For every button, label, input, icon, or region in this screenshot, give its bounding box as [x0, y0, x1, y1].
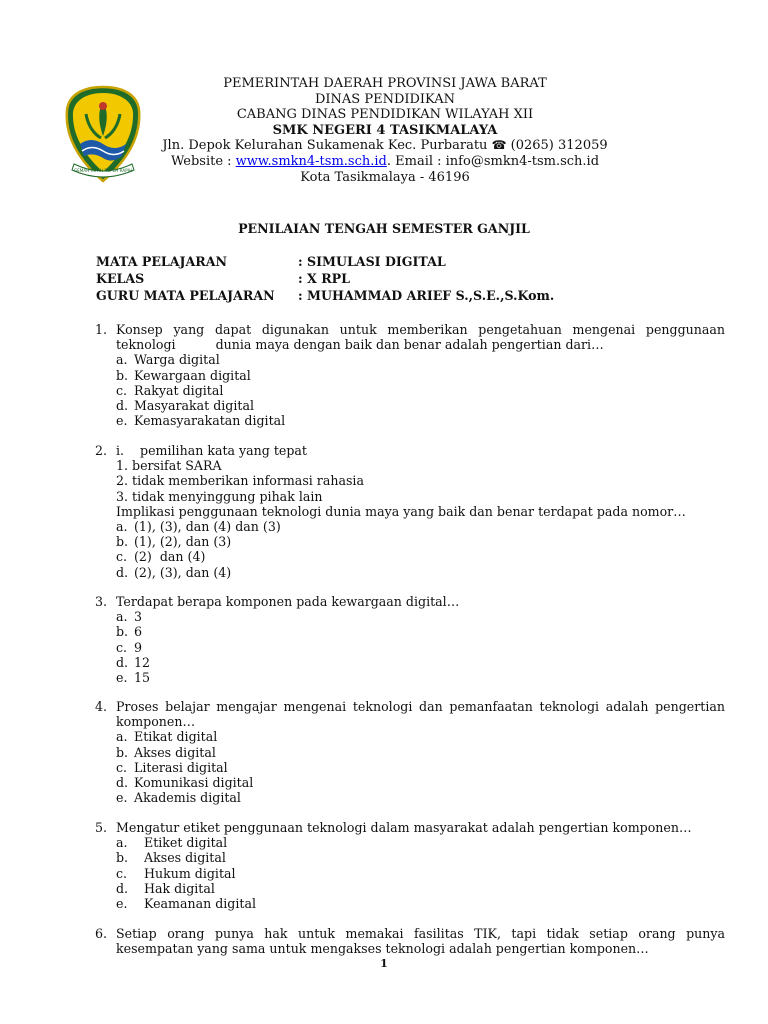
option-text: Etiket digital: [144, 835, 228, 851]
option-letter: a.: [116, 352, 128, 368]
option-letter: b.: [116, 367, 129, 383]
question-stem: [95, 443, 725, 458]
option[interactable]: [95, 368, 725, 383]
option-text: Literasi digital: [134, 759, 228, 775]
question-number: 5.: [95, 820, 108, 835]
option-letter: e.: [116, 896, 128, 912]
option[interactable]: [95, 565, 725, 580]
question-1: [95, 322, 730, 429]
option-letter: d.: [116, 564, 129, 580]
question-text: i. pemilihan kata yang tepat: [116, 443, 307, 458]
meta-value: : SIMULASI DIGITAL: [298, 254, 446, 269]
option-text: Warga digital: [134, 352, 220, 368]
option[interactable]: [95, 519, 725, 534]
option-text: Akademis digital: [134, 790, 241, 806]
option-text: Komunikasi digital: [134, 775, 254, 791]
meta-key: MATA PELAJARAN: [96, 254, 228, 269]
option[interactable]: [95, 896, 725, 911]
option[interactable]: [95, 850, 725, 865]
option-text: Hak digital: [144, 880, 215, 896]
option-text: (1), (3), dan (4) dan (3): [134, 519, 281, 535]
question-number: 4.: [95, 699, 108, 714]
meta-key: GURU MATA PELAJARAN: [96, 288, 275, 303]
option-letter: b.: [116, 850, 129, 866]
question-4: [95, 699, 725, 805]
option[interactable]: [95, 760, 725, 775]
question-number: 1.: [95, 322, 108, 337]
question-number: 2.: [95, 443, 108, 458]
option[interactable]: [95, 670, 725, 685]
option[interactable]: [95, 624, 725, 639]
logo-motto: GEMAH RIPAH REPEH RAPIH: [73, 168, 133, 173]
option-letter: c.: [116, 639, 128, 655]
option-text: 6: [134, 624, 143, 640]
option-text: Etikat digital: [134, 729, 218, 745]
question-prompt: Implikasi penggunaan teknologi dunia maya yang baik dan benar terdapat pada nomor…: [116, 503, 686, 519]
statement: 2. tidak memberikan informasi rahasia: [116, 473, 364, 489]
option-text: Kewargaan digital: [134, 367, 251, 383]
option-text: 9: [134, 639, 143, 655]
website-label: Website :: [170, 153, 232, 169]
option-text: Akses digital: [134, 744, 216, 760]
option-letter: e.: [116, 413, 128, 429]
city-line: Kota Tasikmalaya - 46196: [300, 169, 470, 185]
option-letter: d.: [116, 775, 129, 791]
question-stem: [95, 322, 730, 353]
question-stem: [95, 820, 725, 835]
statement: 1. bersifat SARA: [116, 458, 222, 474]
option-letter: c.: [116, 759, 128, 775]
option-text: 3: [134, 609, 143, 625]
option[interactable]: [95, 413, 725, 428]
question-text: Mengatur etiket penggunaan teknologi dalam masyarakat adalah pengertian komponen…: [116, 820, 692, 835]
phone-icon: ☎: [491, 138, 507, 153]
option-letter: c.: [116, 865, 128, 881]
option-letter: e.: [116, 790, 128, 806]
option[interactable]: [95, 745, 725, 760]
question-text: Konsep yang dapat digunakan untuk memberikan pengetahuan mengenai penggunaan teknologi dunia maya dengan baik dan benar adalah pengertian dari…: [116, 322, 730, 353]
option-letter: a.: [116, 609, 128, 625]
option[interactable]: [95, 729, 725, 744]
question-stem: [95, 699, 725, 729]
option-text: 15: [134, 670, 151, 686]
option-text: 12: [134, 654, 151, 670]
option[interactable]: [95, 640, 725, 655]
header-line3: CABANG DINAS PENDIDIKAN WILAYAH XII: [236, 107, 534, 123]
option-letter: a.: [116, 835, 128, 851]
address: Jln. Depok Kelurahan Sukamenak Kec. Purbaratu: [162, 138, 488, 154]
option-letter: b.: [116, 744, 129, 760]
exam-meta: [96, 254, 554, 305]
meta-row: [96, 254, 554, 271]
option-text: (2) dan (4): [134, 549, 206, 565]
province-logo: [64, 84, 142, 184]
question-2: [95, 443, 725, 580]
email-text: . Email : info@smkn4-tsm.sch.id: [386, 153, 600, 169]
question-number: 3.: [95, 594, 108, 609]
meta-key: KELAS: [96, 271, 145, 286]
option-text: Masyarakat digital: [134, 398, 254, 414]
option[interactable]: [95, 835, 725, 850]
header-line2: DINAS PENDIDIKAN: [314, 91, 456, 107]
question-5: [95, 820, 725, 911]
meta-row: [96, 271, 554, 288]
question-stem: [95, 594, 725, 609]
option-text: Akses digital: [144, 850, 226, 866]
statement: 3. tidak menyinggung pihak lain: [116, 488, 323, 504]
option[interactable]: [95, 549, 725, 564]
option[interactable]: [95, 383, 725, 398]
option-text: Rakyat digital: [134, 382, 224, 398]
meta-value: : MUHAMMAD ARIEF S.,S.E.,S.Kom.: [298, 288, 555, 303]
letterhead: [160, 76, 610, 185]
option-letter: a.: [116, 519, 128, 535]
question-3: [95, 594, 725, 685]
question-text: Terdapat berapa komponen pada kewargaan digital…: [116, 594, 460, 609]
option[interactable]: [95, 352, 725, 367]
option[interactable]: [95, 609, 725, 624]
question-stem: [95, 926, 725, 956]
meta-value: : X RPL: [298, 271, 350, 286]
option-letter: b.: [116, 624, 129, 640]
option-letter: d.: [116, 398, 129, 414]
option[interactable]: [95, 534, 725, 549]
question-number: 6.: [95, 926, 108, 941]
school-name: SMK NEGERI 4 TASIKMALAYA: [272, 122, 498, 138]
question-6: [95, 926, 725, 956]
website-link[interactable]: www.smkn4-tsm.sch.id: [235, 153, 387, 169]
option-text: Hukum digital: [144, 865, 236, 881]
option-letter: d.: [116, 654, 129, 670]
option-letter: e.: [116, 670, 128, 686]
question-text: Setiap orang punya hak untuk memakai fasilitas TIK, tapi tidak setiap orang punya kesempatan yang sama untuk mengakses teknologi adalah pengertian komponen…: [116, 926, 725, 957]
option-letter: c.: [116, 549, 128, 565]
header-line1: PEMERINTAH DAERAH PROVINSI JAWA BARAT: [223, 76, 547, 91]
page-number: 1: [380, 957, 388, 970]
option[interactable]: [95, 398, 725, 413]
option-letter: c.: [116, 382, 128, 398]
option-text: (1), (2), dan (3): [134, 534, 232, 550]
exam-title: PENILAIAN TENGAH SEMESTER GANJIL: [238, 221, 530, 236]
option[interactable]: [95, 775, 725, 790]
option[interactable]: [95, 790, 725, 805]
option-text: Keamanan digital: [144, 896, 256, 912]
option-letter: d.: [116, 880, 129, 896]
option-text: Kemasyarakatan digital: [134, 413, 286, 429]
option-letter: a.: [116, 729, 128, 745]
option[interactable]: [95, 655, 725, 670]
web-line: [160, 154, 610, 170]
phone-number: (0265) 312059: [510, 138, 608, 154]
option-letter: b.: [116, 534, 129, 550]
option[interactable]: [95, 866, 725, 881]
option[interactable]: [95, 881, 725, 896]
question-text: Proses belajar mengajar mengenai teknologi dan pemanfaatan teknologi adalah pengertian komponen…: [116, 699, 725, 730]
option-text: (2), (3), dan (4): [134, 564, 232, 580]
meta-row: [96, 288, 554, 305]
address-line: [160, 138, 610, 154]
